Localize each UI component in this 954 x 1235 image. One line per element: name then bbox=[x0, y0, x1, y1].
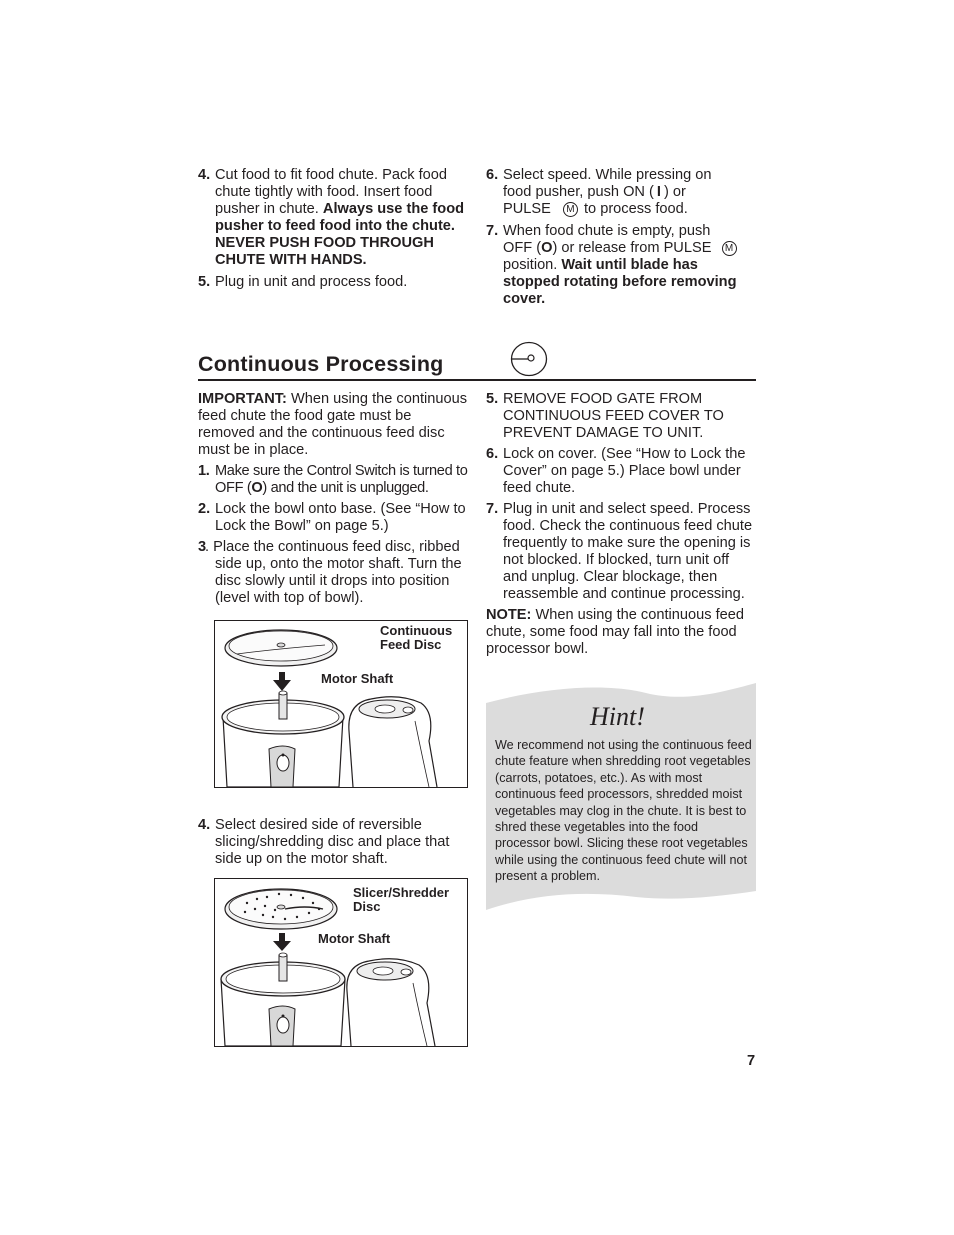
step-6-select-speed bbox=[486, 167, 756, 218]
slicer-shredder-disc-figure bbox=[214, 878, 468, 1047]
step-4-select-disc-side bbox=[198, 817, 470, 868]
important-label: IMPORTANT: bbox=[198, 391, 287, 407]
step-3-place-disc bbox=[198, 539, 470, 607]
step-number: 7. bbox=[486, 223, 499, 239]
motor-shaft-label: Motor Shaft bbox=[318, 931, 391, 946]
step-line: When food chute is empty, push bbox=[503, 223, 711, 239]
step-line bbox=[503, 240, 756, 257]
disc-label-line: Continuous bbox=[380, 623, 453, 638]
hint-title: Hint! bbox=[590, 702, 645, 731]
step-4-cut-food bbox=[198, 167, 470, 269]
step-number: 7. bbox=[486, 501, 499, 517]
step-2-lock-bowl bbox=[198, 501, 470, 535]
disc-label-line: Feed Disc bbox=[380, 637, 442, 652]
step-1-control-switch bbox=[198, 463, 470, 497]
step-number: 6. bbox=[486, 446, 499, 462]
top-left-column bbox=[198, 167, 470, 291]
step-warning: Always use the food pusher to feed food into the chute. NEVER PUSH FOOD THROUGH CHUTE WITH HANDS. bbox=[215, 201, 465, 268]
pulse-symbol-icon: M bbox=[563, 202, 578, 217]
step-line bbox=[503, 201, 756, 218]
step-text: ) or bbox=[663, 184, 686, 200]
step-line: Select speed. While pressing on bbox=[503, 167, 712, 183]
step-number: 5. bbox=[198, 274, 211, 290]
step-number: 5. bbox=[486, 391, 499, 407]
off-symbol: O bbox=[541, 240, 553, 256]
step-text: OFF ( bbox=[503, 240, 542, 256]
top-right-column bbox=[486, 167, 756, 308]
left-column-text bbox=[198, 391, 470, 607]
left-column-step-4 bbox=[198, 817, 470, 868]
step-number: 1. bbox=[198, 463, 210, 479]
step-number: 6. bbox=[486, 167, 499, 183]
step-text: PULSE bbox=[503, 201, 551, 217]
step-5-plug-in bbox=[198, 274, 470, 291]
note-label: NOTE: bbox=[486, 607, 532, 623]
step-text: ) and the unit is unplugged. bbox=[262, 480, 429, 496]
note-paragraph bbox=[486, 607, 756, 658]
step-warning: Wait until blade has stopped rotating before removing cover. bbox=[503, 257, 737, 307]
disc-label bbox=[353, 886, 449, 914]
disc-label-line: Slicer/Shredder bbox=[353, 885, 450, 900]
step-text: Plug in unit and select speed. Process food. Check the continuous feed chute frequently to make sure the opening is not blocked. If blocked, turn unit off and unplug. Clear blockage, then reassemble and continue processing. bbox=[503, 501, 753, 602]
step-text: Lock the bowl onto base. (See “How to Lock the Bowl” on page 5.) bbox=[215, 501, 466, 534]
step-text: . Place the continuous feed disc, ribbed side up, onto the motor shaft. Turn the disc slowly until it drops into position (level with top of bowl). bbox=[205, 539, 462, 606]
step-number: 2. bbox=[198, 501, 211, 517]
continuous-feed-disc-figure bbox=[214, 620, 468, 788]
section-title: Continuous Processing bbox=[198, 352, 444, 376]
right-column-text bbox=[486, 391, 756, 658]
step-text: Plug in unit and process food. bbox=[215, 274, 408, 290]
step-5-remove-food-gate bbox=[486, 391, 756, 442]
step-text: Cut food to fit food chute. Pack food chute tightly with food. Insert food pusher in chute. bbox=[215, 167, 448, 217]
important-paragraph bbox=[198, 391, 470, 459]
disc-label-line: Disc bbox=[353, 899, 381, 914]
page-number: 7 bbox=[747, 1053, 756, 1069]
step-7-release bbox=[486, 223, 756, 308]
pulse-symbol-icon: M bbox=[722, 241, 737, 256]
step-7-plug-in-process bbox=[486, 501, 756, 603]
hint-text: We recommend not using the continuous feed chute feature when shredding root vegetables (carrots, potatoes, etc.). As with most continuous feed processors, shredded moist vegetables may clog in the chute. It is best to shred these vegetables into the food processor bowl. Slicing these root vegetables while using the continuous feed chute will not present a problem. bbox=[495, 738, 752, 884]
step-text: REMOVE FOOD GATE FROM CONTINUOUS FEED COVER TO PREVENT DAMAGE TO UNIT. bbox=[503, 391, 724, 441]
step-text: position. bbox=[503, 257, 558, 273]
step-line bbox=[503, 184, 756, 201]
step-number: 4. bbox=[198, 817, 211, 833]
step-6-lock-cover bbox=[486, 446, 756, 497]
continuous-feed-disc-icon bbox=[509, 340, 549, 378]
step-text: Select desired side of reversible slicing/shredding disc and place that side up on the motor shaft. bbox=[215, 817, 450, 867]
important-text: When using the continuous feed chute the food gate must be removed and the continuous feed disc must be in place. bbox=[198, 391, 468, 458]
step-text: food pusher, push ON ( bbox=[503, 184, 654, 200]
step-line bbox=[503, 257, 756, 308]
on-symbol: I bbox=[656, 184, 661, 200]
note-text: When using the continuous feed chute, some food may fall into the food processor bowl. bbox=[486, 607, 744, 657]
step-text: Lock on cover. (See “How to Lock the Cover” on page 5.) Place bowl under feed chute. bbox=[503, 446, 746, 496]
step-number: 4. bbox=[198, 167, 211, 183]
step-text: to process food. bbox=[583, 201, 688, 217]
step-text: ) or release from PULSE bbox=[552, 240, 712, 256]
disc-label bbox=[380, 624, 452, 652]
step-text: Make sure the Control Switch is turned to OFF ( bbox=[215, 463, 468, 496]
step-number: 3 bbox=[198, 539, 207, 555]
section-rule bbox=[198, 379, 756, 381]
off-symbol: O bbox=[251, 480, 263, 496]
motor-shaft-label: Motor Shaft bbox=[321, 671, 394, 686]
